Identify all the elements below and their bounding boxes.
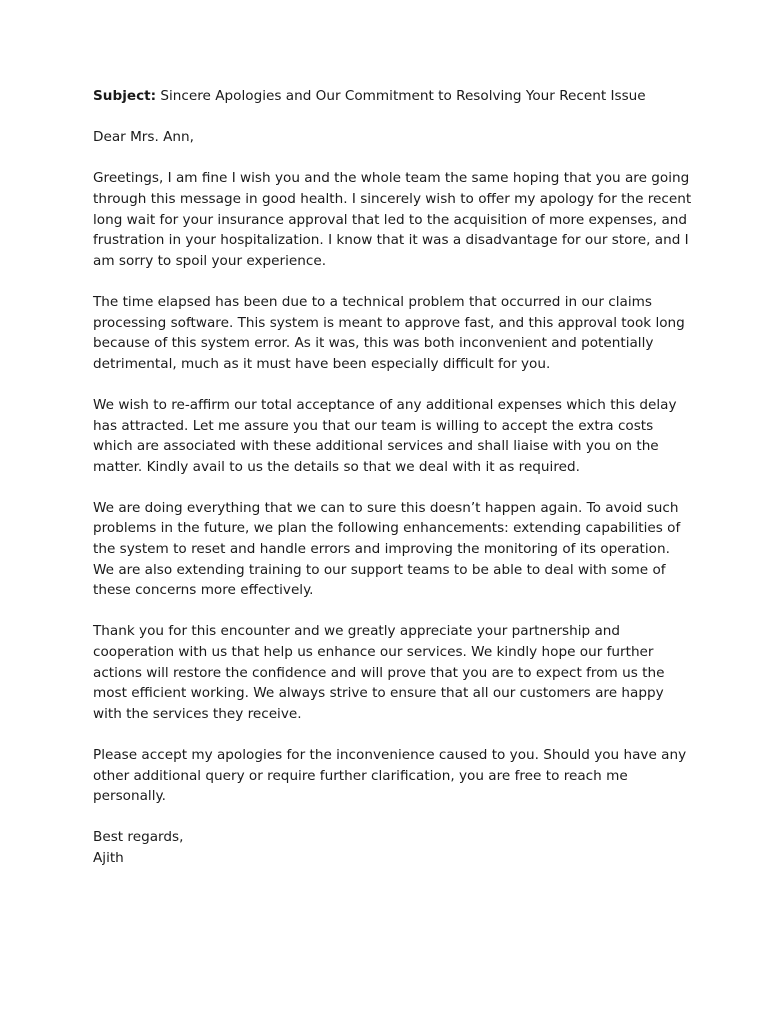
paragraph-apology: Please accept my apologies for the inconvenience caused to you. Should you have any other additional query or require further clarification, you are free to reach me personally.	[93, 747, 687, 805]
subject-label: Subject:	[93, 88, 157, 104]
paragraph-cause: The time elapsed has been due to a technical problem that occurred in our claims processing software. This system is meant to approve fast, and this approval took long because of this system error. As it was, this was both inconvenient and potentially detrimental, much as it must have been especially difficult for you.	[93, 293, 685, 372]
salutation: Dear Mrs. Ann,	[93, 129, 194, 146]
subject-line	[93, 86, 693, 107]
subject-text: Sincere Apologies and Our Commitment to Resolving Your Recent Issue	[160, 88, 646, 104]
paragraph-improvements: We are doing everything that we can to sure this doesn’t happen again. To avoid such problems in the future, we plan the following enhancements: extending capabilities of the system to reset and handle errors and improving the monitoring of its operation. We are also extending training to our support teams to be able to deal with some of these concerns more effectively.	[93, 499, 681, 599]
letter-body	[93, 86, 693, 869]
paragraph-greeting: Greetings, I am fine I wish you and the whole team the same hoping that you are going through this message in good health. I sincerely wish to offer my apology for the recent long wait for your insurance approval that led to the acquisition of more expenses, and frustration in your hospitalization. I know that it was a disadvantage for our store, and I am sorry to spoil your experience.	[93, 170, 692, 269]
signature: Ajith	[93, 849, 124, 866]
closing: Best regards,	[93, 829, 184, 846]
paragraph-thanks: Thank you for this encounter and we greatly appreciate your partnership and cooperation with us that help us enhance our services. We kindly hope our further actions will restore the confidence and will prove that you are to expect from us the most efficient working. We always strive to ensure that all our customers are happy with the services they receive.	[93, 623, 665, 722]
paragraph-expenses: We wish to re-affirm our total acceptance of any additional expenses which this delay has attracted. Let me assure you that our team is willing to accept the extra costs which are associated with these additional services and shall liaise with you on the matter. Kindly avail to us the details so that we deal with it as required.	[93, 396, 677, 475]
